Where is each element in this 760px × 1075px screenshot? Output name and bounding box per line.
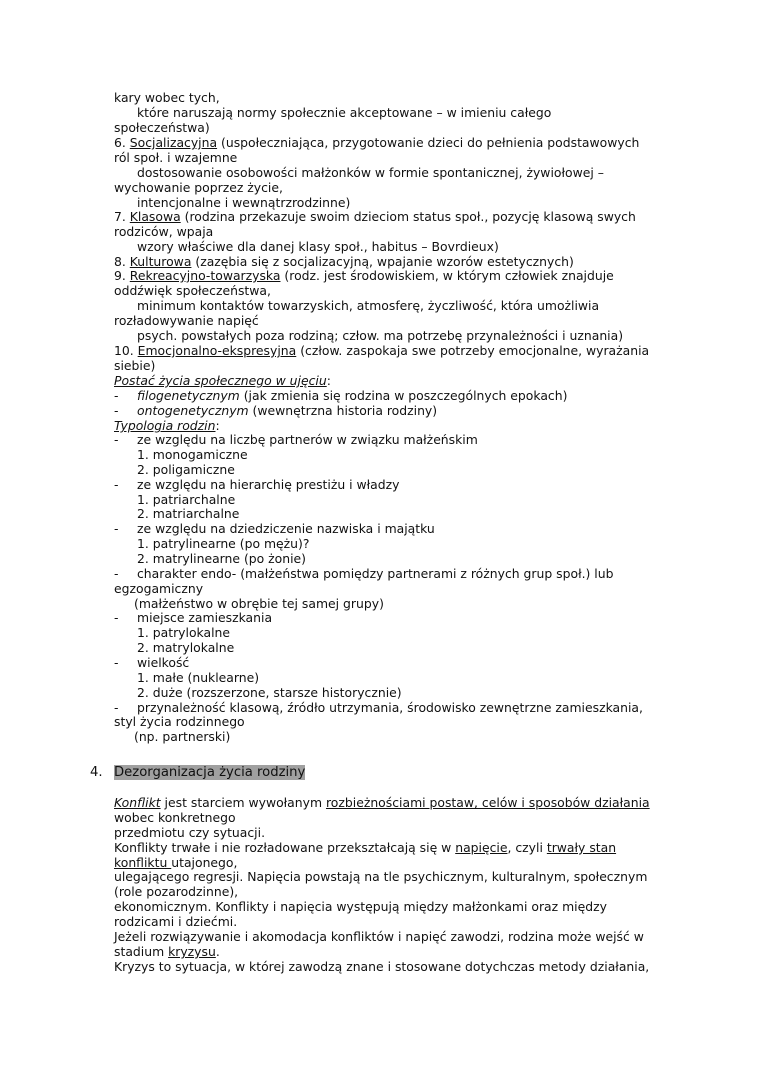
bullet-dash: - [114, 566, 119, 581]
text-line: dostosowanie osobowości małżonków w formie spontanicznej, żywiołowej – [137, 165, 604, 180]
list-number: 7. [114, 209, 130, 224]
term: kryzysu [168, 944, 216, 959]
term: konfliktu [114, 855, 172, 870]
bullet-item [114, 388, 567, 403]
text-line: wzory właściwe dla danej klasy społ., habitus – Bovrdieux) [137, 239, 499, 254]
description: (uspołeczniająca, przygotowanie dzieci do pełnienia podstawowych [217, 135, 640, 150]
sub-item: 2. matriarchalne [137, 506, 240, 521]
paragraph-line: ekonomicznym. Konflikty i napięcia występują między małżonkami oraz między [114, 899, 607, 914]
sub-item: 1. małe (nuklearne) [137, 670, 260, 685]
term: ontogenetycznym [137, 403, 249, 418]
bullet-item [114, 521, 435, 536]
subheading-title: Postać życia społecznego w ujęciu [114, 373, 327, 388]
text: stadium [114, 944, 169, 959]
text-line: siebie) [114, 358, 156, 373]
list-number: 6. [114, 135, 130, 150]
sub-item: 1. patrylinearne (po mężu)? [137, 536, 310, 551]
colon: : [215, 418, 220, 433]
list-number: 9. [114, 268, 130, 283]
bullet-item [114, 477, 399, 492]
paragraph-line: ulegającego regresji. Napięcia powstają na tle psychicznym, kulturalnym, społecznym [114, 869, 648, 884]
bullet-item [114, 610, 272, 625]
section-title: Dezorganizacja życia rodziny [114, 765, 306, 780]
text-line: intencjonalne i wewnątrzrodzinne) [137, 195, 351, 210]
bullet-dash: - [114, 388, 119, 403]
text-line: które naruszają normy społecznie akceptowane – w imieniu całego [137, 105, 552, 120]
description: (jak zmienia się rodzina w poszczególnych epokach) [239, 388, 568, 403]
paragraph-line [114, 944, 220, 959]
paragraph-line [114, 855, 237, 870]
bullet-text: miejsce zamieszkania [137, 610, 273, 625]
bullet-text: ze względu na liczbę partnerów w związku małżeńskim [137, 432, 478, 447]
description: (zazębia się z socjalizacyjną, wpajanie wzorów estetycznych) [191, 254, 574, 269]
sub-item: 2. matrylokalne [137, 640, 235, 655]
paragraph-line: Kryzys to sytuacja, w której zawodzą znane i stosowane dotychczas metody działania, [114, 959, 650, 974]
bullet-dash: - [114, 610, 119, 625]
list-item [114, 135, 639, 150]
text: . [215, 944, 220, 959]
list-item [114, 209, 636, 224]
term: Kulturowa [129, 254, 192, 269]
text-line: ról społ. i wzajemne [114, 150, 238, 165]
sub-item: 1. patriarchalne [137, 492, 236, 507]
section-heading [90, 765, 305, 780]
term: Rekreacyjno-towarzyska [129, 268, 281, 283]
text-line: wychowanie poprzez życie, [114, 180, 283, 195]
list-number: 10. [114, 343, 138, 358]
bullet-text: ze względu na dziedziczenie nazwiska i majątku [137, 521, 435, 536]
list-item [114, 343, 649, 358]
list-item [114, 268, 614, 283]
sub-item: 2. poligamiczne [137, 462, 235, 477]
bullet-item [114, 700, 643, 715]
subheading [114, 373, 331, 388]
term: filogenetycznym [137, 388, 240, 403]
bullet-text: charakter endo- (małżeństwa pomiędzy partnerami z różnych grup społ.) lub [137, 566, 614, 581]
term: Emocjonalno-ekspresyjna [137, 343, 297, 358]
bullet-dash: - [114, 477, 119, 492]
bullet-dash: - [114, 700, 119, 715]
paragraph-line [114, 795, 650, 810]
bullet-dash: - [114, 655, 119, 670]
paragraph-line: rodzicami i dziećmi. [114, 914, 238, 929]
bullet-item [114, 432, 478, 447]
text-line: kary wobec tych, [114, 90, 220, 105]
sub-item: 2. matrylinearne (po żonie) [137, 551, 307, 566]
section-number: 4. [90, 765, 103, 780]
bullet-item [114, 403, 437, 418]
text-line: rozładowywanie napięć [114, 313, 259, 328]
term: Klasowa [129, 209, 181, 224]
text: utajonego, [171, 855, 238, 870]
bullet-item [114, 566, 613, 581]
description: (rodzina przekazuje swoim dzieciom status społ., pozycję klasową swych [180, 209, 636, 224]
paragraph-line: Jeżeli rozwiązywanie i akomodacja konfliktów i napięć zawodzi, rodzina może wejść w [114, 929, 644, 944]
term: napięcie [455, 840, 508, 855]
term: rozbieżnościami postaw, celów i sposobów działania [325, 795, 650, 810]
sub-item: 1. patrylokalne [137, 625, 230, 640]
text: Konflikty trwałe i nie rozładowane przekształcają się w [114, 840, 456, 855]
text-line: (małżeństwo w obrębie tej samej grupy) [134, 596, 384, 611]
bullet-item [114, 655, 189, 670]
list-item [114, 254, 574, 269]
text-line: społeczeństwa) [114, 120, 210, 135]
term: Socjalizacyjna [129, 135, 218, 150]
text: jest starciem wywołanym [160, 795, 326, 810]
bullet-text: wielkość [137, 655, 190, 670]
sub-item: 2. duże (rozszerzone, starsze historycznie) [137, 685, 402, 700]
paragraph-line [114, 840, 616, 855]
text-line: psych. powstałych poza rodziną; człow. ma potrzebę przynależności i uznania) [137, 328, 624, 343]
term: Konflikt [114, 795, 161, 810]
paragraph-line: wobec konkretnego [114, 810, 236, 825]
text-line: egzogamiczny [114, 581, 204, 596]
description: (rodz. jest środowiskiem, w którym człowiek znajduje [280, 268, 614, 283]
term: trwały stan [546, 840, 617, 855]
text-line: minimum kontaktów towarzyskich, atmosferę, życzliwość, która umożliwia [137, 298, 600, 313]
sub-item: 1. monogamiczne [137, 447, 248, 462]
paragraph-line: przedmiotu czy sytuacji. [114, 825, 266, 840]
subheading-title: Typologia rodzin [114, 418, 216, 433]
text: , czyli [507, 840, 547, 855]
description: (wewnętrzna historia rodziny) [248, 403, 438, 418]
bullet-text: ze względu na hierarchię prestiżu i władzy [137, 477, 400, 492]
list-number: 8. [114, 254, 130, 269]
text-line: (np. partnerski) [134, 729, 231, 744]
text-line: rodziców, wpaja [114, 224, 214, 239]
subheading [114, 418, 220, 433]
paragraph-line: (role pozarodzinne), [114, 884, 239, 899]
bullet-dash: - [114, 432, 119, 447]
bullet-dash: - [114, 403, 119, 418]
bullet-dash: - [114, 521, 119, 536]
text-line: oddźwięk społeczeństwa, [114, 283, 271, 298]
description: (człow. zaspokaja swe potrzeby emocjonalne, wyrażania [296, 343, 650, 358]
bullet-text: przynależność klasową, źródło utrzymania, środowisko zewnętrzne zamieszkania, [137, 700, 643, 715]
text-line: styl życia rodzinnego [114, 714, 245, 729]
colon: : [326, 373, 331, 388]
